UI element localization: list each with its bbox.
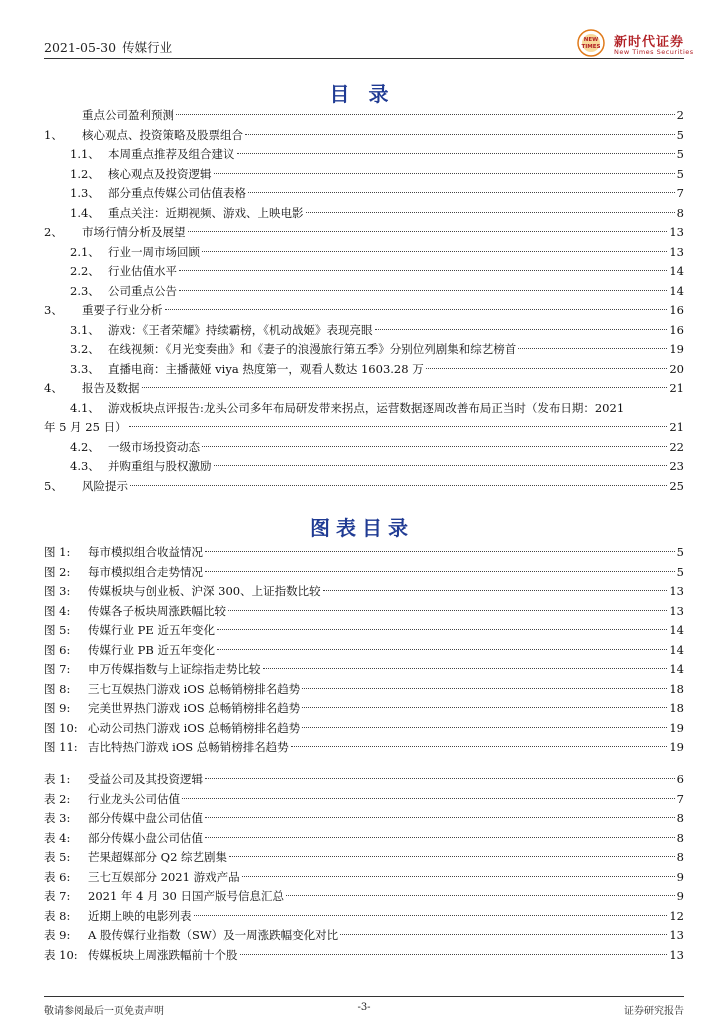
entry-title: 受益公司及其投资逻辑	[88, 772, 203, 786]
entry-page: 22	[669, 439, 684, 454]
toc-entry[interactable]	[44, 946, 684, 966]
entry-number: 图 7:	[44, 662, 71, 676]
toc-entry[interactable]	[44, 719, 684, 739]
entry-title: 完美世界热门游戏 iOS 总畅销榜排名趋势	[88, 701, 301, 715]
entry-page: 14	[669, 283, 684, 298]
entry-page: 14	[669, 642, 684, 657]
dot-leader	[340, 934, 667, 935]
dot-leader	[263, 668, 668, 669]
entry-number: 3.3、	[70, 361, 100, 376]
logo-mark-icon	[574, 28, 608, 58]
dot-leader	[205, 837, 675, 838]
entry-title: 公司重点公告	[108, 283, 177, 298]
toc-entry[interactable]	[44, 829, 684, 849]
entry-title: 市场行情分析及展望	[82, 225, 186, 239]
entry-title: 游戏板块点评报告:龙头公司多年布局研发带来拐点，运营数据逐周改善布局正当时（发布日期：2021	[108, 400, 625, 415]
entry-title: 部分传媒小盘公司估值	[88, 830, 203, 845]
entry-number: 2、	[44, 225, 63, 239]
toc-entry[interactable]	[44, 243, 684, 263]
toc-entry[interactable]	[44, 887, 684, 907]
industry-label: 传媒行业	[122, 40, 173, 55]
entry-number: 1、	[44, 127, 63, 142]
toc-entry[interactable]	[44, 145, 684, 165]
entry-title: 核心观点及投资逻辑	[108, 166, 212, 181]
entry-page: 5	[676, 147, 684, 161]
entry-number: 1.1、	[70, 147, 100, 161]
entry-number: 表 7:	[44, 889, 71, 903]
dot-leader	[248, 192, 675, 193]
header-rule	[44, 58, 684, 59]
toc-entry[interactable]	[44, 699, 684, 719]
entry-page: 8	[676, 205, 684, 220]
entry-number: 图 10:	[44, 720, 78, 735]
toc-entry[interactable]	[44, 738, 684, 758]
dot-leader	[214, 173, 675, 174]
toc-entry[interactable]	[44, 106, 684, 126]
entry-page: 14	[669, 623, 684, 637]
toc-entry[interactable]	[44, 477, 684, 497]
entry-number: 2.2、	[70, 264, 100, 278]
entry-page: 13	[669, 244, 684, 259]
toc-entry[interactable]	[44, 165, 684, 185]
entry-page: 9	[676, 869, 684, 884]
entry-number: 图 6:	[44, 642, 71, 657]
entry-page: 18	[669, 681, 684, 696]
entry-page: 13	[669, 947, 684, 962]
entry-number: 2.3、	[70, 283, 100, 298]
entry-title: 一级市场投资动态	[108, 439, 200, 454]
toc-entry[interactable]	[44, 621, 684, 641]
entry-title: 2021 年 4 月 30 日国产版号信息汇总	[88, 889, 284, 903]
dot-leader	[205, 817, 675, 818]
dot-leader	[194, 915, 668, 916]
entry-title: 核心观点、投资策略及股票组合	[82, 127, 243, 142]
entry-page: 25	[669, 478, 684, 493]
dot-leader	[142, 387, 668, 388]
toc-entry[interactable]	[44, 457, 684, 477]
company-logo	[574, 28, 694, 58]
entry-page: 8	[676, 830, 684, 845]
entry-title: 吉比特热门游戏 iOS 总畅销榜排名趋势	[88, 740, 289, 754]
toc-entry[interactable]	[44, 926, 684, 946]
entry-title: 行业一周市场回顾	[108, 244, 200, 259]
entry-page: 19	[669, 740, 684, 754]
entry-title: 直播电商：主播薇娅 viya 热度第一，观看人数达 1603.28 万	[108, 361, 424, 376]
dot-leader	[518, 348, 667, 349]
toc-entry[interactable]	[44, 438, 684, 458]
logo-chinese-name: 新时代证券	[614, 35, 685, 50]
entry-page: 5	[676, 545, 684, 559]
entry-title: 申万传媒指数与上证综指走势比较	[88, 662, 261, 676]
logo-english-name: New Times Securities	[614, 48, 694, 56]
dot-leader	[237, 153, 675, 154]
disclaimer-note: 敬请参阅最后一页免责声明	[44, 1006, 164, 1017]
toc-entry[interactable]	[44, 360, 684, 380]
toc-entry[interactable]	[44, 868, 684, 888]
entry-title-continued: 年 5 月 25 日）	[44, 420, 127, 434]
entry-number: 表 3:	[44, 811, 71, 825]
dot-leader	[375, 329, 668, 330]
entry-number: 表 5:	[44, 850, 71, 864]
toc-entry[interactable]	[44, 282, 684, 302]
entry-title: 在线视频：《月光变奏曲》和《妻子的浪漫旅行第五季》分别位列剧集和综艺榜首	[108, 342, 517, 356]
entry-page: 6	[676, 772, 684, 786]
entry-title: 重要子行业分析	[82, 303, 163, 317]
toc-entry[interactable]	[44, 907, 684, 927]
entry-number: 表 10:	[44, 947, 78, 962]
toc-entry[interactable]	[44, 223, 684, 243]
entry-page: 21	[669, 381, 684, 395]
entry-page: 13	[669, 928, 684, 942]
entry-number: 表 1:	[44, 772, 71, 786]
entry-title: 行业估值水平	[108, 264, 177, 278]
entry-page: 5	[676, 127, 684, 142]
dot-leader	[286, 895, 675, 896]
dot-leader	[179, 290, 667, 291]
entry-number: 表 4:	[44, 830, 71, 845]
entry-page: 12	[669, 908, 684, 923]
entry-number: 3.2、	[70, 342, 100, 356]
entry-title: 每市模拟组合收益情况	[88, 545, 203, 559]
toc-entry[interactable]	[44, 340, 684, 360]
toc-entry[interactable]	[44, 790, 684, 810]
dot-leader	[229, 856, 675, 857]
entry-title: 传媒行业 PE 近五年变化	[88, 623, 215, 637]
dot-leader	[202, 446, 667, 447]
entry-number: 表 6:	[44, 869, 71, 884]
entry-page: 16	[669, 322, 684, 337]
entry-title: 传媒各子板块周涨跌幅比较	[88, 603, 226, 618]
toc-entry[interactable]	[44, 770, 684, 790]
entry-number: 图 1:	[44, 545, 71, 559]
entry-page: 9	[676, 889, 684, 903]
entry-number: 图 9:	[44, 701, 71, 715]
entry-page: 14	[669, 264, 684, 278]
figures-title: 图表目录	[310, 516, 414, 540]
dot-leader	[323, 590, 668, 591]
toc-entry[interactable]	[44, 848, 684, 868]
dot-leader	[179, 270, 667, 271]
entry-title: 本周重点推荐及组合建议	[108, 147, 235, 161]
entry-page: 8	[676, 811, 684, 825]
dot-leader	[214, 465, 668, 466]
entry-number: 图 2:	[44, 564, 71, 579]
dot-leader	[306, 212, 675, 213]
entry-number: 3、	[44, 303, 63, 317]
dot-leader	[188, 231, 668, 232]
report-type: 证券研究报告	[624, 1006, 684, 1017]
entry-number: 1.3、	[70, 186, 100, 200]
dot-leader	[205, 571, 675, 572]
entry-page: 20	[669, 361, 684, 376]
entry-title: 传媒板块与创业板、沪深 300、上证指数比较	[88, 584, 321, 598]
page-number: -3-	[357, 1002, 371, 1013]
entry-page: 5	[676, 166, 684, 181]
dot-leader	[240, 954, 668, 955]
entry-title: 三七互娱热门游戏 iOS 总畅销榜排名趋势	[88, 681, 301, 696]
toc-entry[interactable]	[44, 563, 684, 583]
entry-page: 13	[669, 225, 684, 239]
entry-number: 图 11:	[44, 740, 78, 754]
dot-leader	[165, 309, 668, 310]
entry-page: 2	[676, 108, 684, 122]
entry-number: 4.3、	[70, 459, 100, 473]
entry-number: 5、	[44, 478, 63, 493]
toc-entry[interactable]	[44, 641, 684, 661]
entry-page: 19	[669, 342, 684, 356]
toc-entry[interactable]	[44, 680, 684, 700]
report-date: 2021-05-30	[44, 40, 117, 55]
entry-number: 4.1、	[70, 400, 100, 415]
entry-page: 18	[669, 701, 684, 715]
toc-entry[interactable]	[44, 126, 684, 146]
toc-entry[interactable]	[44, 204, 684, 224]
toc-entry[interactable]	[44, 301, 684, 321]
toc-entry[interactable]	[44, 582, 684, 602]
entry-title: 并购重组与股权激励	[108, 459, 212, 473]
entry-title: 每市模拟组合走势情况	[88, 564, 203, 579]
entry-page: 14	[669, 662, 684, 676]
toc-entry[interactable]	[44, 543, 684, 563]
entry-number: 图 4:	[44, 603, 71, 618]
toc-entry[interactable]	[44, 379, 684, 399]
svg-text:NEW: NEW	[583, 37, 599, 43]
entry-title: 部分重点传媒公司估值表格	[108, 186, 246, 200]
toc-title: 目 录	[329, 82, 395, 106]
dot-leader	[302, 707, 667, 708]
dot-leader	[217, 629, 667, 630]
table-of-contents	[44, 106, 684, 496]
entry-title: 重点公司盈利预测	[82, 108, 174, 122]
entry-number: 2.1、	[70, 244, 100, 259]
table-list	[44, 770, 684, 965]
figure-list	[44, 543, 684, 758]
dot-leader	[130, 485, 667, 486]
entry-page: 7	[676, 791, 684, 806]
entry-number: 1.2、	[70, 166, 100, 181]
entry-number: 1.4、	[70, 205, 100, 220]
toc-entry[interactable]	[44, 809, 684, 829]
toc-entry[interactable]	[44, 262, 684, 282]
toc-entry[interactable]	[44, 184, 684, 204]
dot-leader	[129, 426, 668, 427]
entry-title: 行业龙头公司估值	[88, 791, 180, 806]
entry-title: 近期上映的电影列表	[88, 908, 192, 923]
dot-leader	[228, 610, 667, 611]
dot-leader	[291, 746, 668, 747]
entry-title: 芒果超媒部分 Q2 综艺剧集	[88, 850, 228, 864]
entry-title: 传媒行业 PB 近五年变化	[88, 642, 215, 657]
svg-text:TIMES: TIMES	[581, 44, 601, 50]
entry-number: 4、	[44, 381, 63, 395]
entry-page: 13	[669, 584, 684, 598]
entry-page: 21	[669, 420, 684, 434]
entry-number: 3.1、	[70, 322, 100, 337]
dot-leader	[426, 368, 668, 369]
dot-leader	[217, 649, 667, 650]
dot-leader	[202, 251, 667, 252]
entry-title: 三七互娱部分 2021 游戏产品	[88, 869, 240, 884]
entry-page: 19	[669, 720, 684, 735]
entry-page: 7	[676, 186, 684, 200]
dot-leader	[176, 114, 675, 115]
entry-number: 4.2、	[70, 439, 100, 454]
entry-title: 传媒板块上周涨跌幅前十个股	[88, 947, 238, 962]
entry-title: A 股传媒行业指数（SW）及一周涨跌幅变化对比	[88, 928, 339, 942]
entry-number: 表 9:	[44, 928, 71, 942]
entry-page: 16	[669, 303, 684, 317]
entry-page: 8	[676, 850, 684, 864]
toc-entry[interactable]	[44, 602, 684, 622]
entry-title: 游戏：《王者荣耀》持续霸榜，《机动战姬》表现亮眼	[108, 322, 373, 337]
toc-entry[interactable]	[44, 321, 684, 341]
entry-page: 23	[669, 459, 684, 473]
entry-number: 图 5:	[44, 623, 71, 637]
entry-title: 重点关注：近期视频、游戏、上映电影	[108, 205, 304, 220]
entry-number: 图 8:	[44, 681, 71, 696]
dot-leader	[205, 551, 675, 552]
entry-number: 表 2:	[44, 791, 71, 806]
dot-leader	[245, 134, 675, 135]
entry-page: 5	[676, 564, 684, 579]
footer-rule	[44, 996, 684, 997]
toc-entry[interactable]	[44, 399, 684, 438]
entry-title: 报告及数据	[82, 381, 140, 395]
entry-page: 13	[669, 603, 684, 618]
dot-leader	[302, 727, 667, 728]
entry-number: 图 3:	[44, 584, 71, 598]
dot-leader	[205, 778, 675, 779]
page-header	[44, 38, 172, 56]
entry-title: 心动公司热门游戏 iOS 总畅销榜排名趋势	[88, 720, 301, 735]
dot-leader	[302, 688, 667, 689]
entry-title: 风险提示	[82, 478, 128, 493]
entry-title: 部分传媒中盘公司估值	[88, 811, 203, 825]
toc-entry[interactable]	[44, 660, 684, 680]
dot-leader	[182, 798, 675, 799]
dot-leader	[242, 876, 675, 877]
entry-number: 表 8:	[44, 908, 71, 923]
